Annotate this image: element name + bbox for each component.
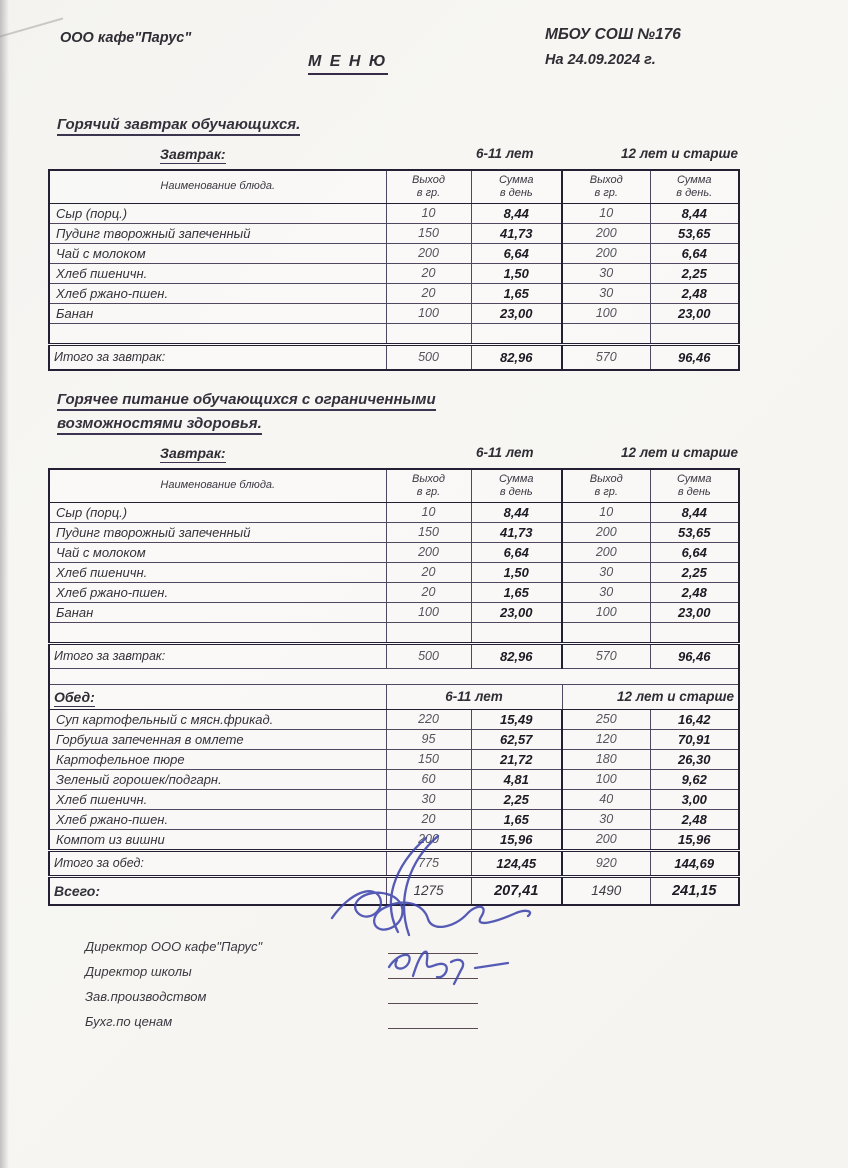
value-cell: 23,00 bbox=[650, 602, 739, 622]
value-cell: 30 bbox=[562, 283, 650, 303]
col-header-sum2: Сумма в день. bbox=[650, 170, 739, 203]
document-header bbox=[0, 0, 848, 96]
value-cell: 1490 bbox=[562, 876, 650, 905]
value-cell: 200 bbox=[562, 542, 650, 562]
value-cell: 100 bbox=[386, 602, 471, 622]
value-cell: 53,65 bbox=[650, 522, 739, 542]
spacer-row bbox=[49, 668, 739, 684]
value-cell: 570 bbox=[562, 643, 650, 668]
value-cell: 95 bbox=[386, 729, 471, 749]
dish-name-cell: Хлеб пшеничн. bbox=[49, 789, 386, 809]
value-cell: 15,49 bbox=[471, 709, 562, 729]
dish-name-cell: Банан bbox=[49, 303, 386, 323]
table-row bbox=[49, 283, 739, 303]
value-cell: 15,96 bbox=[650, 829, 739, 850]
value-cell: 1275 bbox=[386, 876, 471, 905]
dish-name-cell: Итого за обед: bbox=[49, 850, 386, 876]
section2-title-line1: Горячее питание обучающихся с ограниченными bbox=[57, 391, 436, 411]
signature-label: Директор школы bbox=[85, 963, 192, 979]
signature-label: Директор ООО кафе"Парус" bbox=[85, 938, 263, 954]
grand-total-row bbox=[49, 876, 739, 905]
table-row bbox=[49, 303, 739, 323]
value-cell: 100 bbox=[562, 303, 650, 323]
col-header-out1: Выход в гр. bbox=[386, 469, 471, 502]
table-row bbox=[49, 542, 739, 562]
value-cell: 96,46 bbox=[650, 344, 739, 370]
value-cell: 6,64 bbox=[471, 542, 562, 562]
dish-name-cell: Зеленый горошек/подгарн. bbox=[49, 769, 386, 789]
value-cell: 23,00 bbox=[471, 602, 562, 622]
lunch-total-row bbox=[49, 850, 739, 876]
value-cell: 1,65 bbox=[471, 283, 562, 303]
signature-line bbox=[388, 962, 478, 979]
value-cell: 30 bbox=[562, 263, 650, 283]
table-row bbox=[49, 582, 739, 602]
value-cell: 200 bbox=[386, 542, 471, 562]
section-ovz bbox=[0, 391, 848, 435]
dish-name-cell: Хлеб пшеничн. bbox=[49, 263, 386, 283]
col-header-dish: Наименование блюда. bbox=[49, 469, 386, 502]
value-cell: 150 bbox=[386, 223, 471, 243]
value-cell: 200 bbox=[562, 243, 650, 263]
value-cell: 100 bbox=[386, 303, 471, 323]
signature-row bbox=[0, 932, 848, 954]
table-row bbox=[49, 243, 739, 263]
age-group-young-label: 6-11 лет bbox=[476, 146, 534, 161]
value-cell: 62,57 bbox=[471, 729, 562, 749]
value-cell: 30 bbox=[562, 809, 650, 829]
signature-line bbox=[388, 937, 478, 954]
section-hot-breakfast bbox=[0, 116, 848, 136]
value-cell: 8,44 bbox=[650, 502, 739, 522]
col-header-out2: Выход в гр. bbox=[562, 469, 650, 502]
dish-name-cell: Горбуша запеченная в омлете bbox=[49, 729, 386, 749]
table-row bbox=[49, 522, 739, 542]
value-cell: 6,64 bbox=[650, 243, 739, 263]
dish-name-cell: Чай с молоком bbox=[49, 542, 386, 562]
age-group-young-label: 6-11 лет bbox=[386, 684, 562, 709]
value-cell: 30 bbox=[386, 789, 471, 809]
signature-row bbox=[0, 1007, 848, 1029]
school-name: МБОУ СОШ №176 bbox=[545, 26, 681, 43]
value-cell: 1,65 bbox=[471, 809, 562, 829]
table-row bbox=[49, 263, 739, 283]
value-cell: 10 bbox=[386, 203, 471, 223]
value-cell: 2,48 bbox=[650, 283, 739, 303]
signature-row bbox=[0, 982, 848, 1004]
value-cell: 20 bbox=[386, 283, 471, 303]
table-row bbox=[49, 203, 739, 223]
value-cell: 124,45 bbox=[471, 850, 562, 876]
breakfast-total-row bbox=[49, 344, 739, 370]
dish-name-cell: Суп картофельный с мясн.фрикад. bbox=[49, 709, 386, 729]
age-group-old-label: 12 лет и старше bbox=[620, 444, 738, 460]
value-cell: 920 bbox=[562, 850, 650, 876]
dish-name-cell: Хлеб ржано-пшен. bbox=[49, 283, 386, 303]
table-row bbox=[49, 602, 739, 622]
value-cell: 3,00 bbox=[650, 789, 739, 809]
table-row bbox=[49, 769, 739, 789]
value-cell: 6,64 bbox=[471, 243, 562, 263]
value-cell: 200 bbox=[562, 522, 650, 542]
table-row bbox=[49, 223, 739, 243]
value-cell: 30 bbox=[562, 562, 650, 582]
value-cell: 70,91 bbox=[650, 729, 739, 749]
company-name: ООО кафе"Парус" bbox=[60, 30, 192, 46]
table-row bbox=[49, 709, 739, 729]
menu-title: М Е Н Ю bbox=[308, 53, 388, 75]
value-cell: 8,44 bbox=[650, 203, 739, 223]
col-header-sum2: Сумма в день bbox=[650, 469, 739, 502]
value-cell: 200 bbox=[562, 829, 650, 850]
ovz-breakfast-lunch-table bbox=[48, 468, 740, 906]
signature-label: Бухг.по ценам bbox=[85, 1013, 173, 1029]
value-cell: 53,65 bbox=[650, 223, 739, 243]
dish-name-cell: Пудинг творожный запеченный bbox=[49, 223, 386, 243]
value-cell: 2,48 bbox=[650, 582, 739, 602]
value-cell: 20 bbox=[386, 562, 471, 582]
signature-label: Зав.производством bbox=[85, 988, 207, 1004]
meal-label-breakfast: Завтрак: bbox=[160, 444, 226, 461]
dish-name-cell: Итого за завтрак: bbox=[49, 344, 386, 370]
value-cell: 30 bbox=[562, 582, 650, 602]
value-cell: 10 bbox=[386, 502, 471, 522]
value-cell: 180 bbox=[562, 749, 650, 769]
value-cell: 200 bbox=[562, 223, 650, 243]
value-cell: 241,15 bbox=[650, 876, 739, 905]
col-header-out1: Выход в гр. bbox=[386, 170, 471, 203]
col-header-sum1: Сумма в день bbox=[471, 469, 562, 502]
value-cell: 8,44 bbox=[471, 203, 562, 223]
breakfast1-header-line bbox=[48, 146, 738, 166]
table-row bbox=[49, 749, 739, 769]
dish-name-cell: Компот из вишни bbox=[49, 829, 386, 850]
value-cell: 220 bbox=[386, 709, 471, 729]
breakfast-total-row bbox=[49, 643, 739, 668]
value-cell: 207,41 bbox=[471, 876, 562, 905]
empty-row bbox=[49, 622, 739, 643]
signature-line bbox=[388, 987, 478, 1004]
value-cell: 41,73 bbox=[471, 223, 562, 243]
table-row bbox=[49, 809, 739, 829]
table-row bbox=[49, 729, 739, 749]
value-cell: 150 bbox=[386, 522, 471, 542]
value-cell: 120 bbox=[562, 729, 650, 749]
dish-name-cell: Сыр (порц.) bbox=[49, 502, 386, 522]
value-cell: 60 bbox=[386, 769, 471, 789]
value-cell: 2,48 bbox=[650, 809, 739, 829]
table-row bbox=[49, 789, 739, 809]
value-cell: 100 bbox=[562, 602, 650, 622]
col-header-out2: Выход в гр. bbox=[562, 170, 650, 203]
value-cell: 1,65 bbox=[471, 582, 562, 602]
value-cell: 250 bbox=[562, 709, 650, 729]
value-cell: 2,25 bbox=[650, 562, 739, 582]
table-row bbox=[49, 829, 739, 850]
meal-label-breakfast: Завтрак: bbox=[160, 146, 226, 162]
value-cell: 775 bbox=[386, 850, 471, 876]
signature-row bbox=[0, 957, 848, 979]
value-cell: 10 bbox=[562, 203, 650, 223]
value-cell: 20 bbox=[386, 263, 471, 283]
value-cell: 21,72 bbox=[471, 749, 562, 769]
value-cell: 1,50 bbox=[471, 562, 562, 582]
value-cell: 41,73 bbox=[471, 522, 562, 542]
value-cell: 144,69 bbox=[650, 850, 739, 876]
section2-title-line2: возможностями здоровья. bbox=[57, 415, 262, 435]
value-cell: 26,30 bbox=[650, 749, 739, 769]
age-group-old-label: 12 лет и старше bbox=[562, 684, 739, 709]
value-cell: 200 bbox=[386, 243, 471, 263]
dish-name-cell: Банан bbox=[49, 602, 386, 622]
col-header-dish: Наименование блюда. bbox=[49, 170, 386, 203]
value-cell: 100 bbox=[562, 769, 650, 789]
value-cell: 82,96 bbox=[471, 344, 562, 370]
value-cell: 40 bbox=[562, 789, 650, 809]
breakfast2-header-line bbox=[48, 445, 738, 465]
signatures-block bbox=[0, 932, 848, 1029]
table-row bbox=[49, 502, 739, 522]
table-header-row bbox=[49, 170, 739, 203]
breakfast-table-1 bbox=[48, 169, 740, 371]
meal-label-lunch: Обед: bbox=[54, 688, 95, 705]
dish-name-cell: Хлеб пшеничн. bbox=[49, 562, 386, 582]
dish-name-cell: Хлеб ржано-пшен. bbox=[49, 809, 386, 829]
dish-name-cell: Пудинг творожный запеченный bbox=[49, 522, 386, 542]
age-group-young-label: 6-11 лет bbox=[476, 444, 534, 460]
value-cell: 96,46 bbox=[650, 643, 739, 668]
value-cell: 23,00 bbox=[471, 303, 562, 323]
dish-name-cell: Итого за завтрак: bbox=[49, 643, 386, 668]
value-cell: 20 bbox=[386, 809, 471, 829]
dish-name-cell: Всего: bbox=[49, 876, 386, 905]
lunch-header-row bbox=[49, 684, 739, 709]
value-cell: 4,81 bbox=[471, 769, 562, 789]
empty-row bbox=[49, 323, 739, 344]
value-cell: 2,25 bbox=[650, 263, 739, 283]
signature-line bbox=[388, 1012, 478, 1029]
dish-name-cell: Хлеб ржано-пшен. bbox=[49, 582, 386, 602]
age-group-old-label: 12 лет и старше bbox=[620, 146, 738, 161]
dish-name-cell: Сыр (порц.) bbox=[49, 203, 386, 223]
value-cell: 8,44 bbox=[471, 502, 562, 522]
value-cell: 570 bbox=[562, 344, 650, 370]
value-cell: 82,96 bbox=[471, 643, 562, 668]
value-cell: 10 bbox=[562, 502, 650, 522]
value-cell: 1,50 bbox=[471, 263, 562, 283]
dish-name-cell: Чай с молоком bbox=[49, 243, 386, 263]
value-cell: 16,42 bbox=[650, 709, 739, 729]
value-cell: 6,64 bbox=[650, 542, 739, 562]
value-cell: 150 bbox=[386, 749, 471, 769]
value-cell: 15,96 bbox=[471, 829, 562, 850]
value-cell: 2,25 bbox=[471, 789, 562, 809]
section1-title: Горячий завтрак обучающихся. bbox=[57, 116, 300, 136]
dish-name-cell: Картофельное пюре bbox=[49, 749, 386, 769]
value-cell: 500 bbox=[386, 643, 471, 668]
col-header-sum1: Сумма в день bbox=[471, 170, 562, 203]
value-cell: 9,62 bbox=[650, 769, 739, 789]
value-cell: 200 bbox=[386, 829, 471, 850]
menu-date: На 24.09.2024 г. bbox=[545, 52, 656, 68]
table-row bbox=[49, 562, 739, 582]
value-cell: 20 bbox=[386, 582, 471, 602]
value-cell: 23,00 bbox=[650, 303, 739, 323]
table-header-row bbox=[49, 469, 739, 502]
value-cell: 500 bbox=[386, 344, 471, 370]
